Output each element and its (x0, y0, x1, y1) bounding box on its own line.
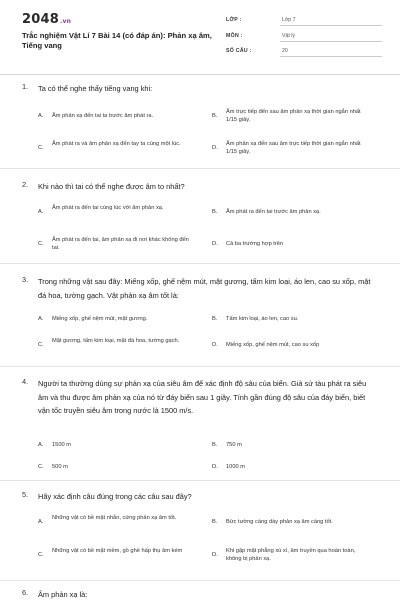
meta-value-subject: Vật lý (280, 33, 382, 42)
option-letter: D. (212, 241, 218, 247)
option-letter: C. (38, 342, 44, 348)
question-text: Khi nào thì tai có thể nghe được âm to nhất? (38, 182, 185, 191)
site-logo[interactable] (22, 12, 71, 27)
option-letter: C. (38, 464, 44, 470)
meta-row-count (226, 47, 382, 59)
option-letter: A. (38, 113, 44, 119)
option-text: 1500 m (52, 442, 71, 448)
option-text: Những vật có bề mặt nhẵn, cứng phản xạ âm tốt. (52, 515, 177, 521)
option-letter: D. (212, 145, 218, 151)
header-divider (0, 74, 400, 75)
option-text: Âm phát ra và âm phản xạ đến tay ta cùng một lúc. (52, 141, 181, 147)
question-number: 5. (22, 490, 29, 499)
question-divider (0, 366, 400, 367)
question-number: 6. (22, 588, 29, 597)
option-letter: A. (38, 519, 44, 525)
option-letter: C. (38, 552, 44, 558)
option-text: Miếng xốp, ghế nệm mút, mặt gương. (52, 316, 148, 322)
meta-row-grade (226, 16, 382, 28)
question-text: Ta có thể nghe thấy tiếng vang khi: (38, 84, 153, 93)
document-title: Trắc nghiệm Vật Lí 7 Bài 14 (có đáp án): Phản xạ âm, Tiếng vang (22, 31, 212, 50)
option-letter: B. (212, 209, 218, 215)
option-text: Tấm kim loại, áo len, cao su. (226, 316, 299, 322)
option-text: Những vật có bề mặt mềm, gồ ghề hấp thụ âm kém (52, 548, 183, 554)
option-letter: D. (212, 464, 218, 470)
question-number: 2. (22, 180, 29, 189)
option-text: 500 m (52, 464, 68, 470)
option-text: Khi gặp mặt phẳng xù xì, âm truyền qua hoàn toàn, không bị phản xạ. (226, 548, 356, 562)
option-text: Âm trực tiếp đến sau âm phản xạ thời gian ngắn nhất 1/15 giây. (226, 109, 361, 123)
option-letter: B. (212, 113, 218, 119)
option-text: Cả ba trường hợp trên (226, 241, 284, 247)
meta-value-grade: Lớp 7 (280, 17, 382, 26)
question-divider (0, 263, 400, 264)
option-letter: A. (38, 316, 44, 322)
question-text: Âm phản xạ là: (38, 590, 88, 599)
option-text: 750 m (226, 442, 242, 448)
option-text: Âm phát ra đến tai cùng lúc với âm phản xạ. (52, 205, 164, 211)
meta-row-subject (226, 32, 382, 44)
option-text: Âm phát ra đến tai trước âm phản xạ. (226, 209, 321, 215)
question-number: 3. (22, 275, 29, 284)
option-letter: C. (38, 145, 44, 151)
option-text: Âm phản xạ đến tai ta trước âm phát ra. (52, 113, 154, 119)
meta-key-subject: MÔN : (226, 33, 243, 39)
question-text: Người ta thường dùng sự phản xạ của siêu âm để xác định độ sâu của biển. Giả sử tàu phát ra siêu âm và thu được âm phản xạ của nó từ đáy biển sau 1 giây. Tính gần đúng độ sâu của đáy biển, biết vận tốc truyền siêu âm trong nước là 1500 m/s. (38, 379, 367, 415)
question-divider (0, 480, 400, 481)
option-text: Âm phản xạ đến sau âm trực tiếp thời gian ngắn nhất 1/15 giây. (226, 141, 361, 155)
option-letter: B. (212, 519, 218, 525)
option-text: Âm phát ra đến tai, âm phản xạ đi nơi khác không đến tai. (52, 237, 189, 251)
meta-key-count: SỐ CÂU : (226, 48, 252, 54)
meta-key-grade: LỚP : (226, 17, 242, 23)
question-text: Hãy xác định câu đúng trong các câu sau đây? (38, 492, 192, 501)
question-number: 4. (22, 377, 29, 386)
option-letter: A. (38, 442, 44, 448)
logo-suffix: .vn (59, 18, 72, 25)
option-text: Bức tường càng dày phản xạ âm càng tốt. (226, 519, 333, 525)
option-letter: D. (212, 552, 218, 558)
question-divider (0, 168, 400, 169)
question-text: Trong những vật sau đây: Miếng xốp, ghế nệm mút, mặt gương, tấm kim loại, áo len, cao su xốp, mặt đá hoa, tường gạch. Vật phản xạ âm tốt là: (38, 277, 371, 300)
option-text: Mặt gương, tấm kim loại, mặt đá hoa, tường gạch. (52, 338, 180, 344)
option-text: Miếng xốp, ghế nệm mút, cao su xốp (226, 342, 320, 348)
option-letter: B. (212, 442, 218, 448)
logo-text: 2048 (22, 12, 59, 27)
option-letter: B. (212, 316, 218, 322)
option-letter: C. (38, 241, 44, 247)
option-letter: A. (38, 209, 44, 215)
question-number: 1. (22, 82, 29, 91)
option-text: 1000 m (226, 464, 245, 470)
meta-value-count: 20 (280, 48, 382, 57)
document-header (0, 0, 400, 74)
question-divider (0, 580, 400, 581)
option-letter: D. (212, 342, 218, 348)
